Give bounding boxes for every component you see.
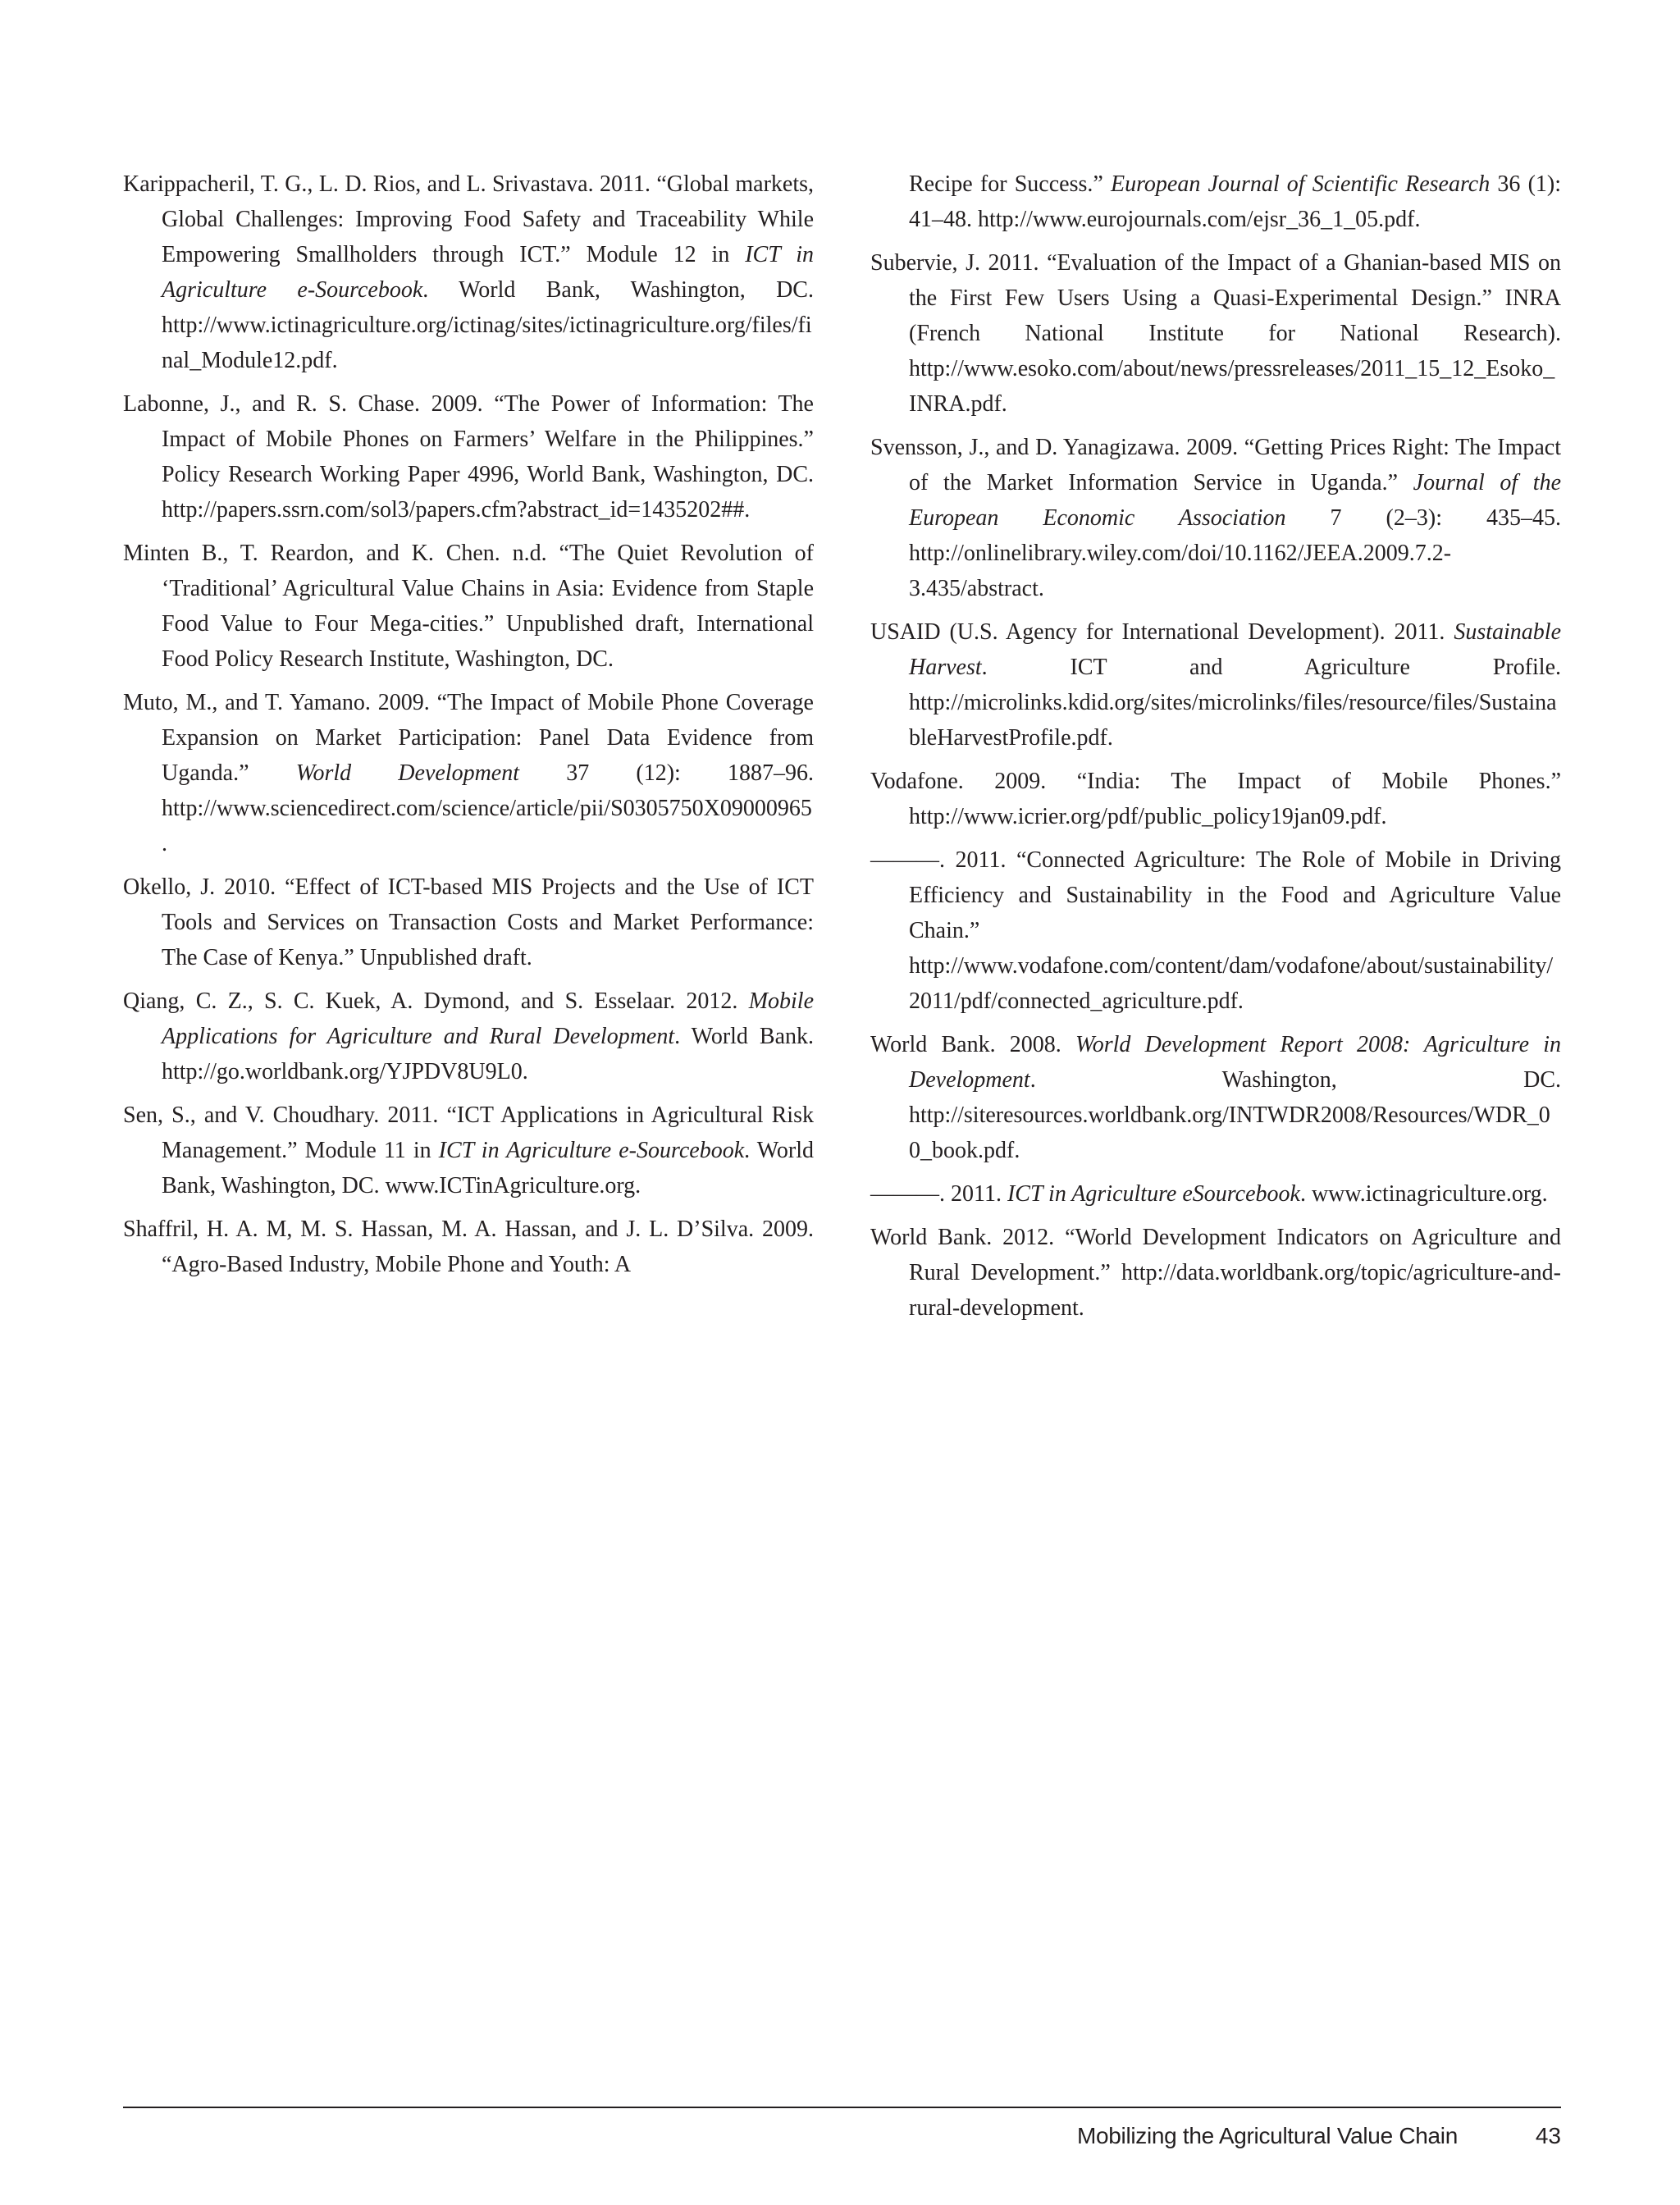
references-column-right <box>870 167 1561 1334</box>
reference-text: Subervie, J. 2011. “Evaluation of the Impact of a Ghanian-based MIS on the First Few Users Using a Quasi-Experimental Design.” INRA (French National Institute for National Research). http://www.esoko.com/about/news/pressreleases/2011_15_12_Esoko_INRA.pdf. <box>870 250 1561 417</box>
reference-text: 36 (1): 41–48. http://www.eurojournals.com/ejsr_36_1_05.pdf. <box>909 171 1561 232</box>
reference-text: 37 (12): 1887–96. http://www.sciencedirect.com/science/article/pii/S0305750X09000965. <box>162 760 814 856</box>
reference-text: Recipe for Success.” <box>909 171 1111 197</box>
reference-text: Muto, M., and T. Yamano. 2009. “The Impact of Mobile Phone Coverage Expansion on Market Participation: Panel Data Evidence from Uganda.” <box>123 690 814 786</box>
reference-title-italic: World Development <box>295 760 520 786</box>
references-column-left <box>123 167 814 1290</box>
reference-text: . World Bank, Washington, DC. http://www.ictinagriculture.org/ictinag/sites/ictinagriculture.org/files/final_Module12.pdf. <box>162 277 814 373</box>
reference-text: Vodafone. 2009. “India: The Impact of Mobile Phones.” http://www.icrier.org/pdf/public_policy19jan09.pdf. <box>870 769 1561 829</box>
running-title: Mobilizing the Agricultural Value Chain <box>1076 2123 1458 2148</box>
reference-text: World Bank. 2012. “World Development Indicators on Agriculture and Rural Development.” http://data.worldbank.org/topic/agriculture-and-rural-development. <box>870 1225 1561 1321</box>
reference-text: Sen, S., and V. Choudhary. 2011. “ICT Applications in Agricultural Risk Management.” Module 11 in <box>123 1102 814 1163</box>
reference-entry <box>870 1176 1561 1212</box>
reference-text: Qiang, C. Z., S. C. Kuek, A. Dymond, and S. Esselaar. 2012. <box>123 988 749 1014</box>
reference-entry <box>870 1220 1561 1326</box>
reference-text: . ICT and Agriculture Profile. http://microlinks.kdid.org/sites/microlinks/files/resource/files/SustainableHarvestProfile.pdf. <box>909 655 1561 751</box>
reference-entry <box>870 430 1561 606</box>
reference-text: USAID (U.S. Agency for International Development). 2011. <box>870 619 1454 645</box>
reference-text: World Bank. 2008. <box>870 1032 1075 1057</box>
reference-text: . Washington, DC. http://siteresources.worldbank.org/INTWDR2008/Resources/WDR_00_book.pdf. <box>909 1067 1561 1163</box>
reference-title-italic: ICT in Agriculture eSourcebook <box>1007 1181 1300 1207</box>
reference-text: . www.ictinagriculture.org. <box>1299 1181 1548 1207</box>
reference-entry <box>123 984 814 1089</box>
reference-text: 7 (2–3): 435–45. http://onlinelibrary.wiley.com/doi/10.1162/JEEA.2009.7.2-3.435/abstract. <box>909 505 1561 601</box>
reference-entry <box>870 1027 1561 1168</box>
reference-title-italic: Mobile Applications for Agriculture and Rural Development <box>162 988 814 1049</box>
reference-entry <box>123 386 814 527</box>
reference-text: Labonne, J., and R. S. Chase. 2009. “The Power of Information: The Impact of Mobile Phones on Farmers’ Welfare in the Philippines.” Policy Research Working Paper 4996, World Bank, Washington, DC. http://papers.ssrn.com/sol3/papers.cfm?abstract_id=1435202##. <box>123 391 814 523</box>
reference-title-italic: Journal of the European Economic Association <box>909 470 1561 531</box>
reference-entry <box>123 536 814 677</box>
footer-rule <box>123 2107 1561 2108</box>
reference-text: . World Bank. http://go.worldbank.org/YJPDV8U9L0. <box>162 1024 814 1084</box>
reference-entry <box>870 245 1561 422</box>
reference-entry <box>870 167 1561 237</box>
reference-title-italic: ICT in Agriculture e-Sourcebook <box>162 242 814 303</box>
reference-title-italic: World Development Report 2008: Agriculture in Development <box>909 1032 1561 1093</box>
reference-entry <box>123 1098 814 1203</box>
reference-text: ———. 2011. “Connected Agriculture: The Role of Mobile in Driving Efficiency and Sustainability in the Food and Agriculture Value Chain.” http://www.vodafone.com/content/dam/vodafone/about/sustainability/2011/pdf/connected_agriculture.pdf. <box>870 847 1561 1014</box>
reference-text: Svensson, J., and D. Yanagizawa. 2009. “Getting Prices Right: The Impact of the Market Information Service in Uganda.” <box>870 435 1561 495</box>
reference-entry <box>123 870 814 975</box>
reference-text: Okello, J. 2010. “Effect of ICT-based MIS Projects and the Use of ICT Tools and Services on Transaction Costs and Market Performance: The Case of Kenya.” Unpublished draft. <box>123 874 814 970</box>
reference-entry <box>870 764 1561 834</box>
reference-entry <box>123 685 814 861</box>
reference-text: Minten B., T. Reardon, and K. Chen. n.d. “The Quiet Revolution of ‘Traditional’ Agricultural Value Chains in Asia: Evidence from Staple Food Value to Four Mega-cities.” Unpublished draft, International Food Policy Research Institute, Washington, DC. <box>123 541 814 672</box>
reference-text: . World Bank, Washington, DC. www.ICTinAgriculture.org. <box>162 1138 814 1198</box>
reference-text: Karippacheril, T. G., L. D. Rios, and L. Srivastava. 2011. “Global markets, Global Challenges: Improving Food Safety and Traceability While Empowering Smallholders through ICT.” Module 12 in <box>123 171 814 267</box>
reference-entry <box>870 614 1561 756</box>
reference-entry <box>123 167 814 378</box>
reference-entry <box>123 1212 814 1282</box>
reference-entry <box>870 842 1561 1019</box>
reference-title-italic: ICT in Agriculture e-Sourcebook <box>438 1138 745 1163</box>
reference-text: ———. 2011. <box>870 1181 1007 1207</box>
reference-title-italic: European Journal of Scientific Research <box>1110 171 1491 197</box>
page-number: 43 <box>1535 2123 1561 2148</box>
reference-title-italic: Sustainable Harvest <box>909 619 1561 680</box>
reference-text: Shaffril, H. A. M, M. S. Hassan, M. A. Hassan, and J. L. D’Silva. 2009. “Agro-Based Industry, Mobile Phone and Youth: A <box>123 1217 814 1277</box>
